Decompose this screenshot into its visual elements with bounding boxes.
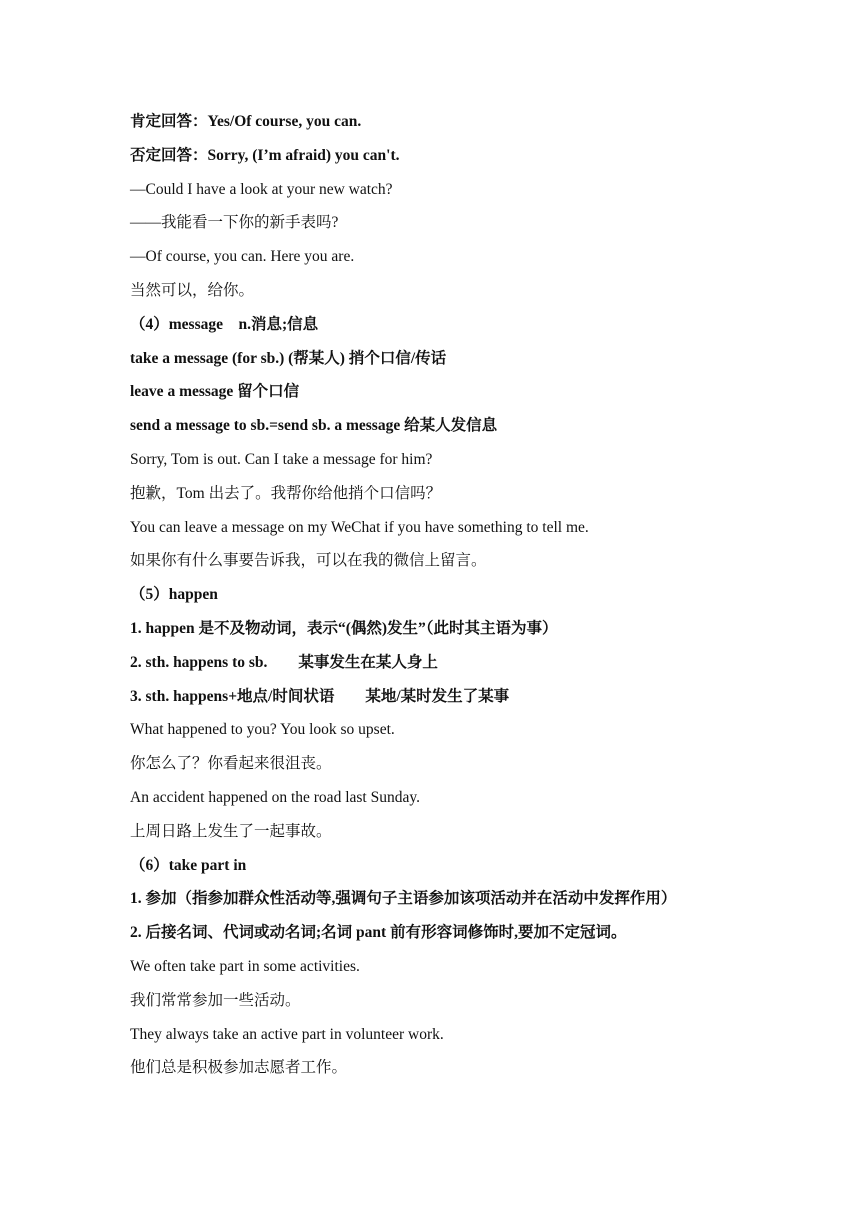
- text-line: 3. sth. happens+地点/时间状语 某地/某时发生了某事: [130, 687, 510, 705]
- text-line: 1. 参加（指参加群众性活动等,强调句子主语参加该项活动并在活动中发挥作用）: [130, 890, 677, 908]
- text-line: 肯定回答：Yes/Of course, you can.: [130, 113, 362, 130]
- text-line: 如果你有什么事要告诉我，可以在我的微信上留言。: [130, 552, 487, 570]
- text-line: 1. happen 是不及物动词，表示“(偶然)发生”（此时其主语为事）: [130, 619, 558, 637]
- text-line: 2. sth. happens to sb. 某事发生在某人身上: [130, 653, 438, 671]
- text-line: —Of course, you can. Here you are.: [130, 248, 355, 266]
- text-line: leave a message 留个口信: [130, 383, 300, 401]
- text-line: They always take an active part in volunteer work.: [130, 1025, 444, 1043]
- text-line: An accident happened on the road last Sunday.: [130, 788, 420, 806]
- text-line: take a message (for sb.) (帮某人) 捎个口信/传话: [130, 349, 447, 367]
- text-line: 否定回答：Sorry, (I’m afraid) you can't.: [130, 146, 400, 164]
- text-line: 当然可以，给你。: [130, 281, 255, 299]
- text-line: 你怎么了？你看起来很沮丧。: [130, 755, 332, 773]
- text-line: 抱歉，Tom 出去了。我帮你给他捎个口信吗？: [130, 484, 442, 502]
- text-line: send a message to sb.=send sb. a message 给某人发信息: [130, 417, 498, 435]
- text-line: 上周日路上发生了一起事故。: [130, 822, 332, 840]
- text-line: You can leave a message on my WeChat if you have something to tell me.: [130, 518, 589, 536]
- text-line: What happened to you? You look so upset.: [130, 721, 395, 739]
- text-line: 我们常常参加一些活动。: [130, 991, 301, 1009]
- section-heading: （5）happen: [130, 586, 218, 604]
- text-line: Sorry, Tom is out. Can I take a message for him?: [130, 450, 433, 468]
- section-heading: （6）take part in: [130, 856, 247, 874]
- text-line: We often take part in some activities.: [130, 957, 360, 975]
- text-line: —Could I have a look at your new watch?: [130, 180, 393, 198]
- section-heading: （4）message n.消息;信息: [130, 315, 319, 333]
- document-body: [130, 110, 790, 1090]
- text-line: ——我能看一下你的新手表吗?: [130, 214, 339, 232]
- text-line: 他们总是积极参加志愿者工作。: [130, 1059, 348, 1077]
- text-line: 2. 后接名词、代词或动名词;名词 pant 前有形容词修饰时,要加不定冠词。: [130, 924, 627, 942]
